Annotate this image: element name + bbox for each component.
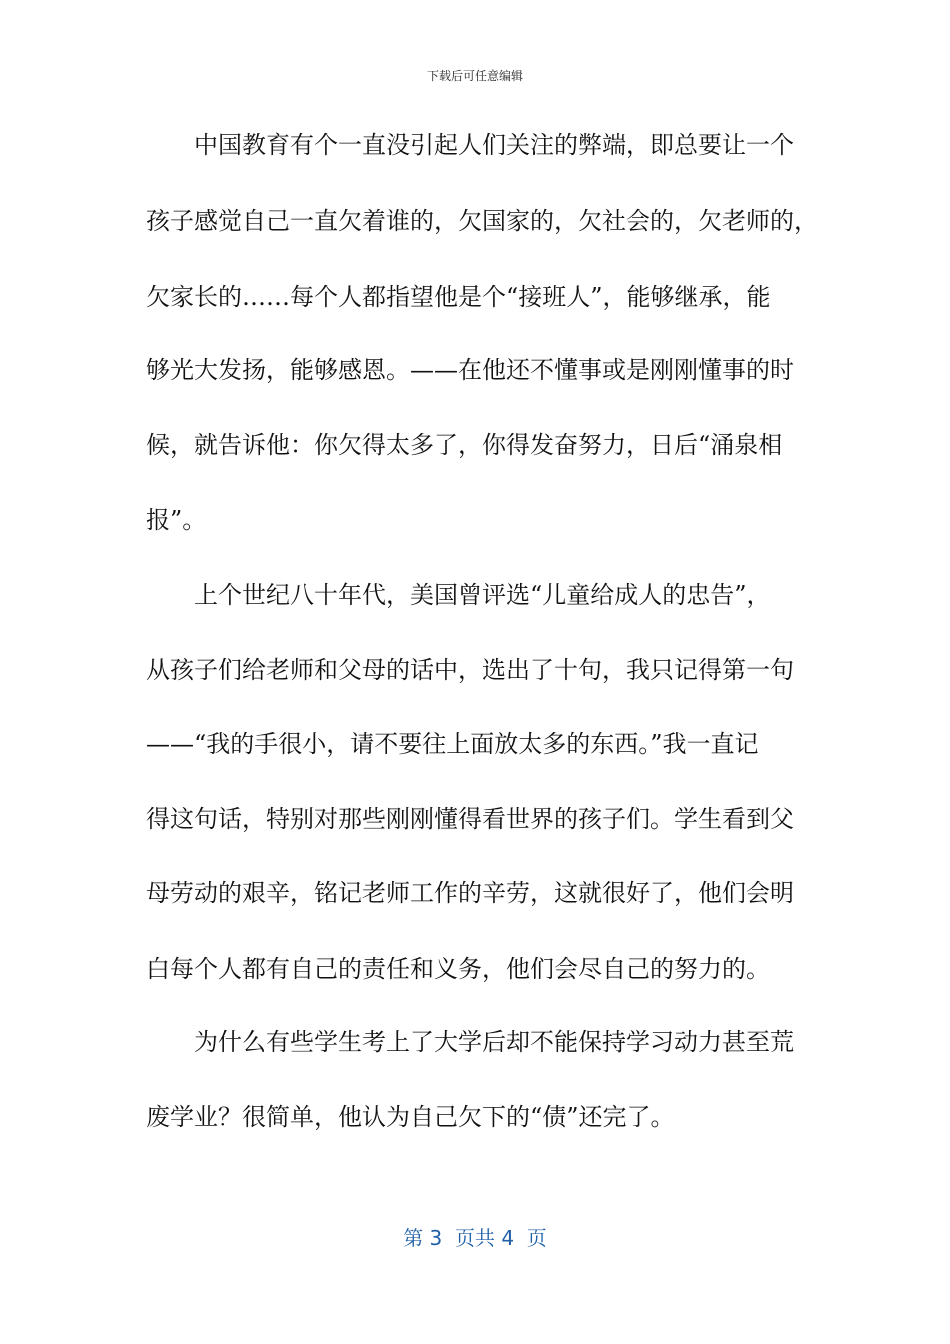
body-line: 从孩子们给老师和父母的话中，选出了十句，我只记得第一句 <box>146 656 794 684</box>
body-line: 白每个人都有自己的责任和义务，他们会尽自己的努力的。 <box>146 955 770 983</box>
page-header: 下载后可任意编辑 <box>426 69 523 83</box>
page-number-footer: 第 3 页共 4 页 <box>403 1226 547 1250</box>
body-line: 为什么有些学生考上了大学后却不能保持学习动力甚至荒 <box>146 1028 794 1056</box>
body-line: 母劳动的艰辛，铭记老师工作的辛劳，这就很好了，他们会明 <box>146 879 794 907</box>
body-line: 废学业？很简单，他认为自己欠下的“债”还完了。 <box>146 1103 675 1131</box>
body-line: 候，就告诉他：你欠得太多了，你得发奋努力，日后“涌泉相 <box>146 431 783 459</box>
body-line: 上个世纪八十年代，美国曾评选“儿童给成人的忠告”， <box>146 581 771 609</box>
body-line: 孩子感觉自己一直欠着谁的，欠国家的，欠社会的，欠老师的， <box>146 207 818 235</box>
body-line: 报”。 <box>146 506 207 534</box>
body-line: 够光大发扬，能够感恩。——在他还不懂事或是刚刚懂事的时 <box>146 356 794 384</box>
body-line: 欠家长的……每个人都指望他是个“接班人”，能够继承，能 <box>146 283 771 311</box>
body-line: ——“我的手很小，请不要往上面放太多的东西。”我一直记 <box>146 730 759 758</box>
body-line: 中国教育有个一直没引起人们关注的弊端，即总要让一个 <box>146 131 794 159</box>
body-line: 得这句话，特别对那些刚刚懂得看世界的孩子们。学生看到父 <box>146 805 794 833</box>
